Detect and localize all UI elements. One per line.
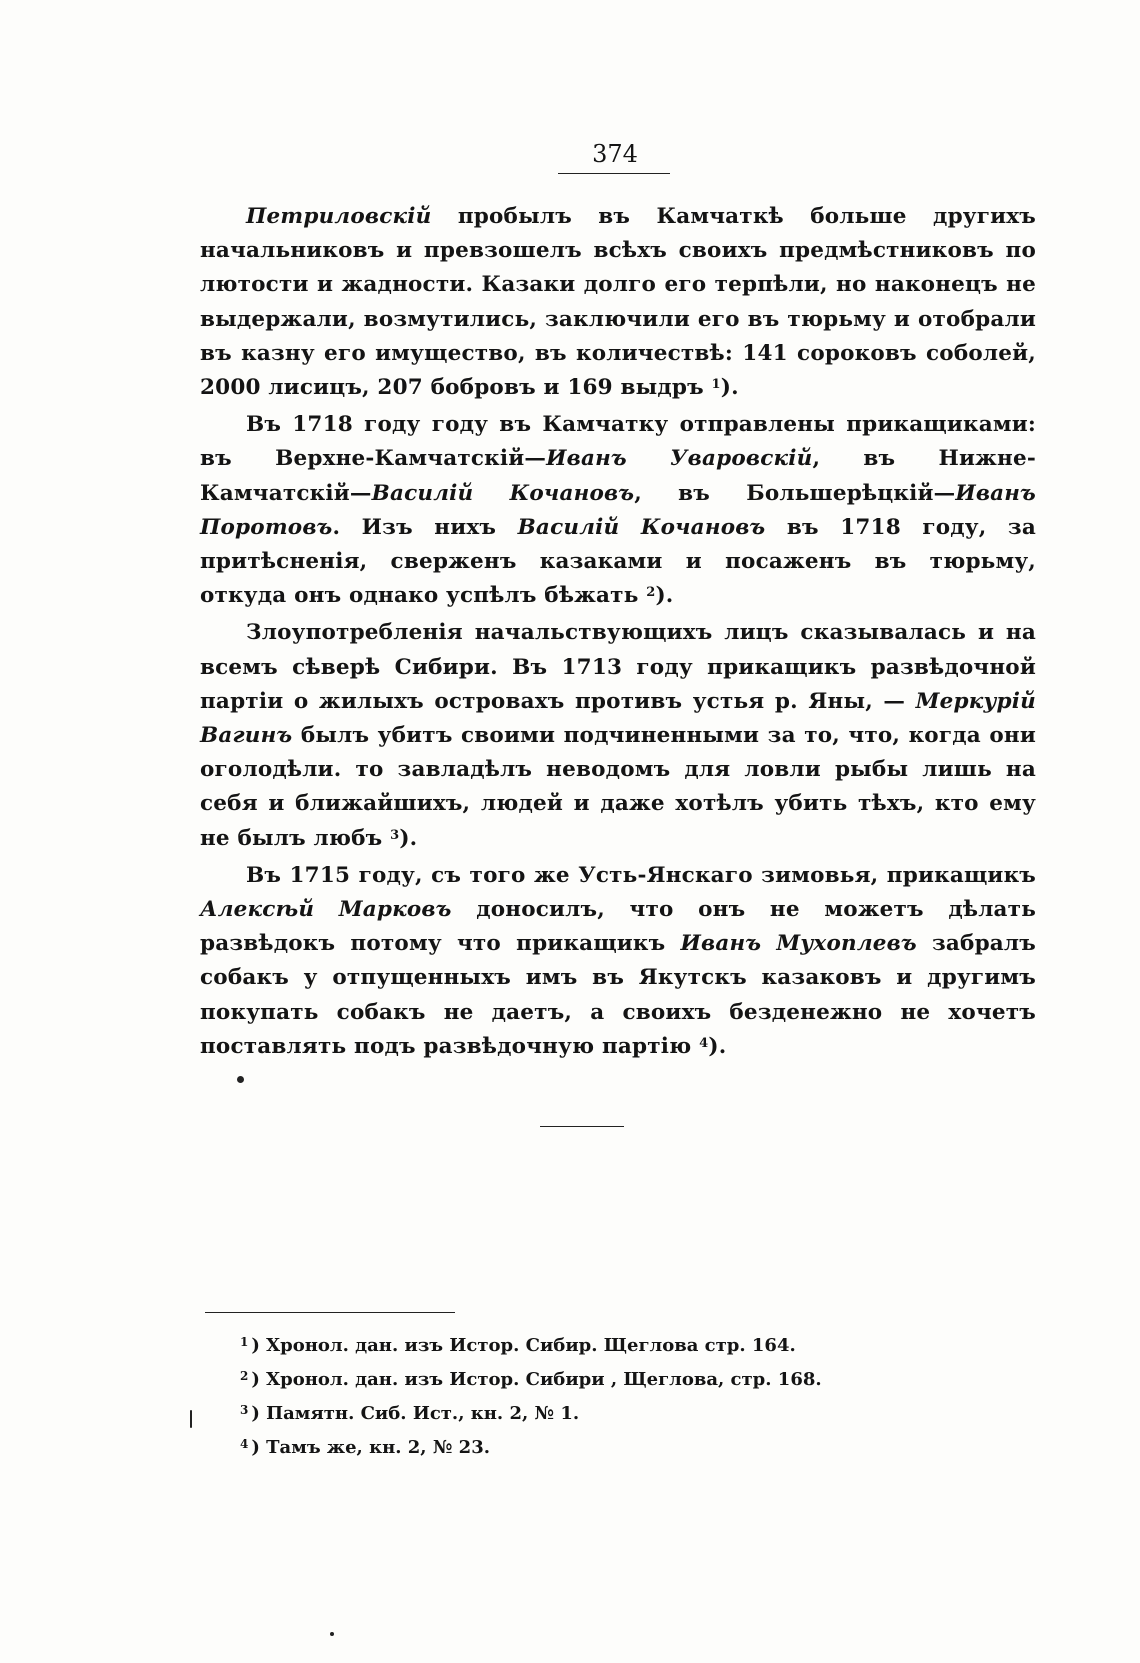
footnote-text: ) Тамъ же, кн. 2, № 23. — [251, 1437, 490, 1458]
text-run: ). — [399, 825, 418, 851]
footnote-text: ) Хронол. дан. изъ Истор. Сибир. Щеглова стр. 164. — [251, 1335, 796, 1356]
text-run: ). — [720, 375, 739, 401]
italic-name: Иванъ Уваровскій — [546, 446, 813, 472]
text-run: доносилъ, что онъ не можетъ дѣлать развѣдокъ потому что прикащикъ — [200, 897, 1036, 957]
footnote — [240, 1361, 960, 1395]
italic-name: Василій Кочановъ — [517, 514, 766, 540]
scan-speck — [190, 1410, 192, 1428]
footnote-mark: 1 — [240, 1335, 249, 1349]
text-run: былъ убитъ своими подчиненными за то, что, когда они оголодѣли. то завладѣлъ неводомъ для ловли рыбы лишь на себя и ближайшихъ, людей и даже хотѣлъ убить тѣхъ, кто ему не былъ любъ — [200, 723, 1036, 851]
italic-name: Василій Кочановъ — [371, 480, 635, 506]
text-run: Въ 1718 году году въ Камчатку отправлены прикащиками: въ Верхне-Камчатскій— — [200, 412, 1036, 472]
footnote-reference: 3 — [390, 827, 400, 843]
footnote — [240, 1429, 960, 1463]
scan-speck — [237, 1076, 244, 1083]
text-run: ). — [708, 1033, 727, 1059]
text-run: въ 1718 году, за притѣсненія, сверженъ казаками и посаженъ въ тюрьму, откуда онъ однако успѣлъ бѣжать — [200, 514, 1036, 609]
footnote-text: ) Хронол. дан. изъ Истор. Сибири , Щеглова, стр. 168. — [251, 1369, 822, 1390]
footnote-mark: 4 — [240, 1437, 249, 1451]
page-number-rule — [558, 173, 670, 174]
text-run: ). — [655, 583, 674, 609]
footnote-reference: 2 — [646, 585, 656, 601]
text-run: пробылъ въ Камчаткѣ больше другихъ начальниковъ и превзошелъ всѣхъ своихъ предмѣстниковъ по лютости и жадности. Казаки долго его терпѣли, но наконецъ не выдержали, возмутились, заключили его въ тюрьму и отобрали въ казну его имущество, въ количествѣ: 141 сороковъ соболей, 2000 лисицъ, 207 бобровъ и 169 выдръ — [200, 204, 1036, 401]
text-run: забралъ собакъ у отпущенныхъ имъ въ Якутскъ казаковъ и другимъ покупать собакъ не даетъ, а своихъ безденежно не хочетъ поставлять подъ развѣдочную партію — [200, 931, 1036, 1059]
footnote — [240, 1395, 960, 1429]
italic-name: Меркурій Вагинъ — [200, 688, 1036, 749]
footnote-separator — [205, 1312, 455, 1313]
paragraph — [200, 200, 1036, 405]
end-of-text-rule — [540, 1126, 624, 1127]
footnote-reference: 4 — [699, 1035, 709, 1051]
paragraph — [200, 408, 1036, 613]
paragraph — [200, 616, 1036, 855]
text-run: , въ Большерѣцкій— — [634, 480, 956, 506]
body-text — [200, 200, 1036, 1064]
scan-speck — [330, 1632, 334, 1636]
footnote — [240, 1327, 960, 1361]
paragraph — [200, 859, 1036, 1064]
text-run: Въ 1715 году, съ того же Усть-Янскаго зимовья, прикащикъ — [246, 862, 1036, 888]
page-number: 374 — [592, 140, 638, 168]
italic-name: Иванъ Мухоплевъ — [680, 931, 917, 957]
footnote-reference: 1 — [711, 377, 721, 393]
italic-name: Иванъ Поротовъ — [200, 480, 1036, 540]
footnote-text: ) Памятн. Сиб. Ист., кн. 2, № 1. — [251, 1403, 580, 1424]
footnotes — [240, 1327, 960, 1463]
text-run: Злоупотребленія начальствующихъ лицъ сказывалась и на всемъ сѣверѣ Сибири. Въ 1713 году прикащикъ развѣдочной партіи о жилыхъ островахъ противъ устья р. Яны, — — [200, 620, 1036, 714]
footnote-mark: 3 — [240, 1403, 249, 1417]
text-run: . Изъ нихъ — [332, 514, 518, 540]
text-run: , въ Нижне-Камчатскій— — [200, 446, 1036, 506]
footnote-mark: 2 — [240, 1369, 249, 1383]
italic-name: Петриловскій — [246, 204, 432, 229]
italic-name: Алексѣй Марковъ — [200, 897, 452, 923]
